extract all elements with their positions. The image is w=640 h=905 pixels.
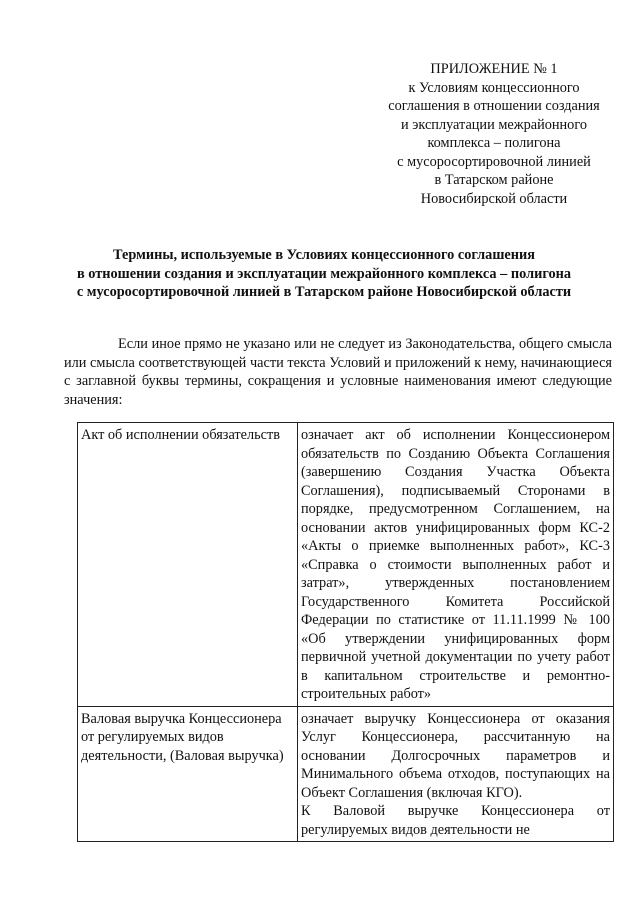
appendix-line: с мусоросортировочной линией: [397, 153, 591, 170]
definition-paragraph: К Валовой выручке Концессионера от регулируемых видов деятельности не: [301, 803, 610, 838]
appendix-header: [375, 60, 613, 208]
definition-paragraph: означает акт об исполнении Концессионером обязательств по Созданию Объекта Соглашения (завершению Создания Участка Объекта Соглашения), подписываемый Сторонами в порядке, предусмотренном Соглашением, на основании актов унифицированных форм КС-2 «Акты о приемке выполненных работ», КС-3 «Справка о стоимости выполненных работ и затрат», утвержденных постановлением Государственного Комитета Российской Федерации по статистике от 11.11.1999 № 100 «Об утверждении унифицированных форм первичной учетной документации по учету работ в капитальном строительстве и ремонтно-строительных работ»: [301, 427, 610, 702]
title-line: Термины, используемые в Условиях концессионного соглашения: [113, 247, 535, 263]
table-row: [78, 706, 614, 842]
definition-cell: [298, 706, 614, 842]
appendix-line: Новосибирской области: [420, 190, 568, 207]
document-title: [30, 246, 618, 302]
title-line: в отношении создания и эксплуатации межрайонного комплекса – полигона: [76, 265, 572, 282]
definition-paragraph: означает выручку Концессионера от оказания Услуг Концессионера, рассчитанную на основании Долгосрочных параметров и Минимального объема отходов, поступающих на Объект Соглашения (включая КГО).: [301, 710, 610, 801]
term-cell: Валовая выручка Концессионера от регулируемых видов деятельности, (Валовая выручка): [78, 706, 298, 842]
term-cell: Акт об исполнении обязательств: [78, 423, 298, 707]
definition-cell: [298, 423, 614, 707]
appendix-line: в Татарском районе: [434, 172, 554, 188]
appendix-line: ПРИЛОЖЕНИЕ № 1: [430, 61, 558, 77]
intro-paragraph: Если иное прямо не указано или не следует из Законодательства, общего смысла или смысла соответствующей части текста Условий и приложений к нему, начинающиеся с заглавной буквы термины, сокращения и условные наименования имеют следующие значения:: [64, 336, 612, 408]
appendix-line: и эксплуатации межрайонного: [401, 116, 587, 133]
appendix-line: комплекса – полигона: [427, 135, 561, 151]
title-line: с мусоросортировочной линией в Татарском районе Новосибирской области: [76, 284, 572, 300]
terms-table: [77, 422, 614, 842]
appendix-line: к Условиям концессионного: [408, 79, 580, 96]
table-row: [78, 423, 614, 707]
appendix-line: соглашения в отношении создания: [388, 98, 600, 114]
